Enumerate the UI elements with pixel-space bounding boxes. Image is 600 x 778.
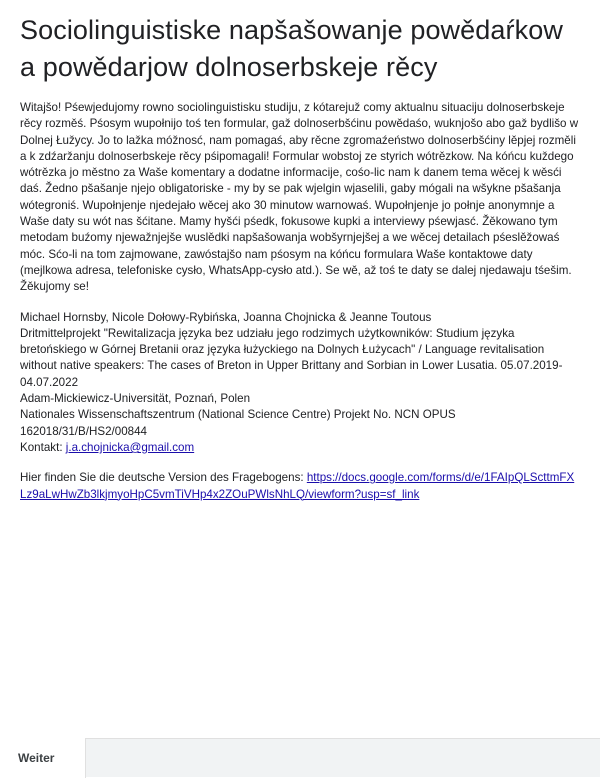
- funding-text: Nationales Wissenschaftszentrum (National Science Centre) Projekt No. NCN OPUS 162018/31/B/HS2/00844: [20, 408, 456, 438]
- form-title: Sociolinguistiske napšašowanje powědaŕkow a powědarjow dolnoserbskeje rěcy: [20, 15, 563, 82]
- german-version-link[interactable]: https://docs.google.com/forms/d/e/1FAIpQLScttmFXLz9aLwHwZb3lkjmyoHpC5vmTiVHp4x2ZOuPWlsNhLQ/viewform?usp=sf_link: [20, 471, 575, 501]
- authors-text: Michael Hornsby, Nicole Dołowy-Rybińska, Joanna Chojnicka & Jeanne Toutous: [20, 310, 432, 324]
- spacer: [20, 456, 580, 470]
- thanks-text: Žěkujomy se!: [20, 280, 89, 294]
- university-text: Adam-Mickiewicz-Universität, Poznań, Polen: [20, 392, 251, 406]
- form-description: [20, 100, 580, 503]
- next-button[interactable]: Weiter: [0, 738, 86, 778]
- contact-label: Kontakt:: [20, 440, 66, 454]
- intro-text: Witajšo! Pśewjedujomy rowno sociolinguistisku studiju, z kótarejuž comy aktualnu situaciju dolnoserbskeje rěcy rozměś. Pśosym wupołnijo toś ten formular, gaž dolnoserbšćinu powědaśo, wuknjošo abo gaž bydlišo w Dolnej Łužycy. Jo to lažka móžnosć, nam pomagaś, aby rěcne zgromaźeństwo dolnoserbšćiny lěpjej rozměli a k zdźaržanju dolnoserbskeje rěcy pśipomagali! Formular wobstoj ze styrich wótrězkow. Na kóńcu kuždego wótrězka jo městno za Waše komentary a dodatne informacije, cośo-lic nam k danem tema wěcej k wěsći daś. Žedno pšašanje njejo obligatoriske - my by se pak wjelgin wjaselili, gaby mógali na wšykne pšašanja wótegroniś. Wupołnjenje njedejało wěcej ako 30 minutow warnowaś. Wupołnjenje jo połnje anonymnje a Waše daty su wót nas šćitane. Mamy hyšći pśedk, fokusowe kupki a interviewy pśewjasć. Žěkowano tym metodam buźomy njewažnjejše wuslědki napšašowanja wobšyrnjejšej a we wěcej detailach pśeslěžowaś móc. Sćo-li na tom zajmowane, zawóstajšo nam pśosym na kóńcu formulara Waše kontaktowe daty (mejlkowa adresa, telefoniske cysło, WhatsApp-cysło atd.). Se wě, až toś te daty se dalej njedawaju tśešim.: [20, 101, 579, 277]
- contact-email-link[interactable]: j.a.chojnicka@gmail.com: [65, 440, 195, 454]
- form-footer: [0, 738, 600, 777]
- contact-line: [20, 440, 580, 456]
- spacer: [20, 296, 580, 310]
- german-version-line: [20, 470, 580, 503]
- project-title-text: Dritmittelprojekt "Rewitalizacja języka bez udziału jego rodzimych użytkowników: Studium języka bretońskiego w Górnej Bretanii oraz języka łużyckiego na Dolnych Łużycach" / Language revitalisation without native speakers: The cases of Breton in Upper Brittany and Sorbian in Lower Lusatia. 05.07.2019-04.07.2022: [20, 326, 563, 389]
- german-version-label: Hier finden Sie die deutsche Version des Fragebogens:: [20, 471, 307, 485]
